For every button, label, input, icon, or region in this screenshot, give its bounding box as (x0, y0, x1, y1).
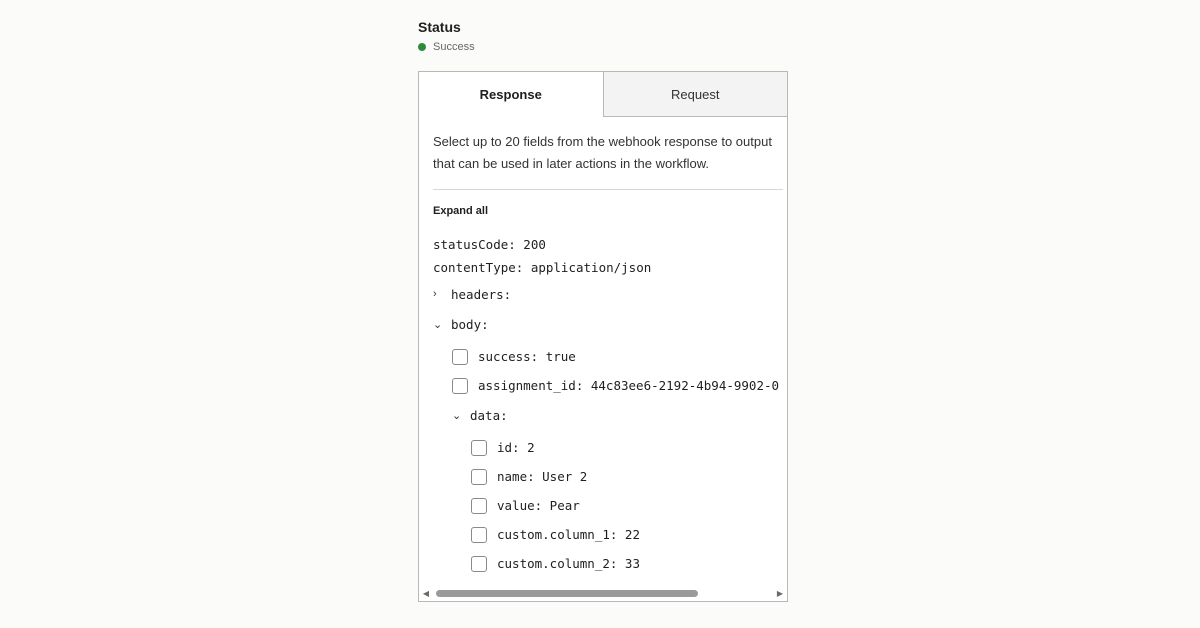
field-label-success: success: true (478, 349, 576, 364)
status-indicator (418, 40, 475, 54)
field-row-custom-column-1[interactable] (471, 520, 788, 549)
field-label-name: name: User 2 (497, 469, 588, 484)
chevron-right-icon[interactable]: › (433, 288, 437, 300)
tab-bar (419, 72, 787, 117)
tree-node-headers-label: headers: (451, 286, 512, 302)
tree-node-body-label: body: (451, 316, 489, 332)
field-checkbox-name[interactable] (471, 469, 487, 485)
scroll-right-icon[interactable]: ▶ (776, 589, 784, 598)
tree-node-headers[interactable] (433, 279, 788, 309)
status-value: Success (433, 41, 475, 53)
scroll-thumb[interactable] (436, 590, 698, 597)
status-section (418, 18, 475, 54)
tab-response[interactable] (419, 72, 603, 117)
field-checkbox-assignment-id[interactable] (452, 378, 468, 394)
field-label-assignment-id: assignment_id: 44c83ee6-2192-4b94-9902-0 (478, 378, 780, 393)
expand-all-button[interactable]: Expand all (433, 205, 489, 217)
tab-request-label: Request (671, 86, 720, 102)
tab-response-label: Response (479, 87, 542, 102)
field-checkbox-success[interactable] (452, 349, 468, 365)
chevron-down-icon[interactable]: ⌄ (433, 318, 443, 331)
field-label-id: id: 2 (497, 440, 535, 455)
tree-node-data[interactable] (452, 400, 788, 430)
field-row-id[interactable] (471, 433, 788, 462)
field-label-custom-column-2: custom.column_2: 33 (497, 556, 640, 571)
tree-node-body[interactable] (433, 309, 788, 339)
horizontal-scrollbar[interactable] (419, 586, 787, 601)
field-checkbox-custom-column-1[interactable] (471, 527, 487, 543)
webhook-response-panel (418, 71, 788, 602)
response-description: Select up to 20 fields from the webhook response to output that can be used in later actions in the workflow. (433, 131, 783, 190)
chevron-down-icon[interactable]: ⌄ (452, 409, 462, 422)
field-checkbox-custom-column-2[interactable] (471, 556, 487, 572)
field-row-value[interactable] (471, 491, 788, 520)
tab-request[interactable] (603, 72, 788, 117)
field-row-custom-column-2[interactable] (471, 549, 788, 578)
scroll-left-icon[interactable]: ◀ (422, 589, 430, 598)
data-children (452, 433, 788, 578)
body-children (433, 342, 788, 578)
response-content (419, 131, 787, 578)
field-label-value: value: Pear (497, 498, 580, 513)
field-checkbox-id[interactable] (471, 440, 487, 456)
status-heading: Status (418, 19, 461, 35)
field-row-success[interactable] (452, 342, 788, 371)
tree-node-data-label: data: (470, 407, 508, 423)
field-row-name[interactable] (471, 462, 788, 491)
field-status-code: statusCode: 200 (433, 237, 546, 252)
field-content-type: contentType: application/json (433, 260, 652, 275)
status-dot-icon (418, 43, 426, 51)
scroll-track[interactable] (433, 586, 773, 601)
response-tree (433, 233, 788, 578)
field-label-custom-column-1: custom.column_1: 22 (497, 527, 640, 542)
field-checkbox-value[interactable] (471, 498, 487, 514)
field-row-assignment-id[interactable] (452, 371, 788, 400)
